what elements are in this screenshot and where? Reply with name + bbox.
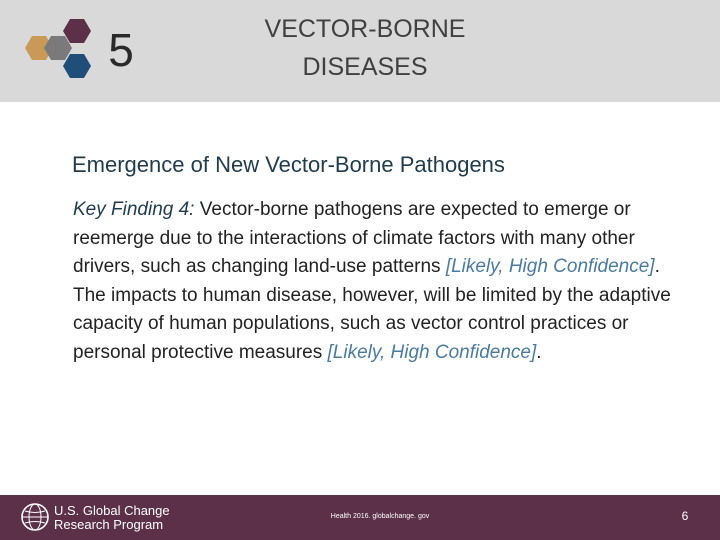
body-text-part-1: Vector-borne pathogens are expected to emerge or reemerge due to the interactions of climate factors with many other drivers, such as changing land-use patterns [73, 199, 635, 277]
slide-footer [0, 495, 720, 540]
hexagon-cluster-icon [24, 14, 104, 84]
body-text-part-2: . The impacts to human disease, however, will be limited by the adaptive capacity of human populations, such as vector control practices or personal protective measures [73, 256, 671, 363]
key-finding-label: Key Finding 4: [73, 199, 195, 220]
slide-title: Emergence of New Vector-Borne Pathogens [72, 152, 505, 177]
confidence-label-1: [Likely, High Confidence] [445, 256, 655, 277]
body-text-part-3: . [536, 341, 542, 363]
hexagon-purple [63, 19, 91, 43]
page-number: 6 [681, 509, 689, 523]
hexagon-gray [44, 36, 72, 60]
slide-header [0, 0, 720, 102]
globe-icon [20, 502, 50, 532]
organization-name [54, 504, 194, 532]
hexagon-blue [63, 54, 91, 78]
organization-name-line-2: Research Program [54, 517, 164, 532]
confidence-label-2: [Likely, High Confidence] [327, 341, 537, 363]
footer-url: Health 2016. globalchange. gov [330, 513, 430, 520]
key-finding-text [73, 196, 673, 367]
organization-name-line-1: U.S. Global Change [54, 503, 170, 518]
chapter-number: 5 [108, 24, 134, 76]
chapter-title: VECTOR-BORNE DISEASES [264, 15, 466, 81]
